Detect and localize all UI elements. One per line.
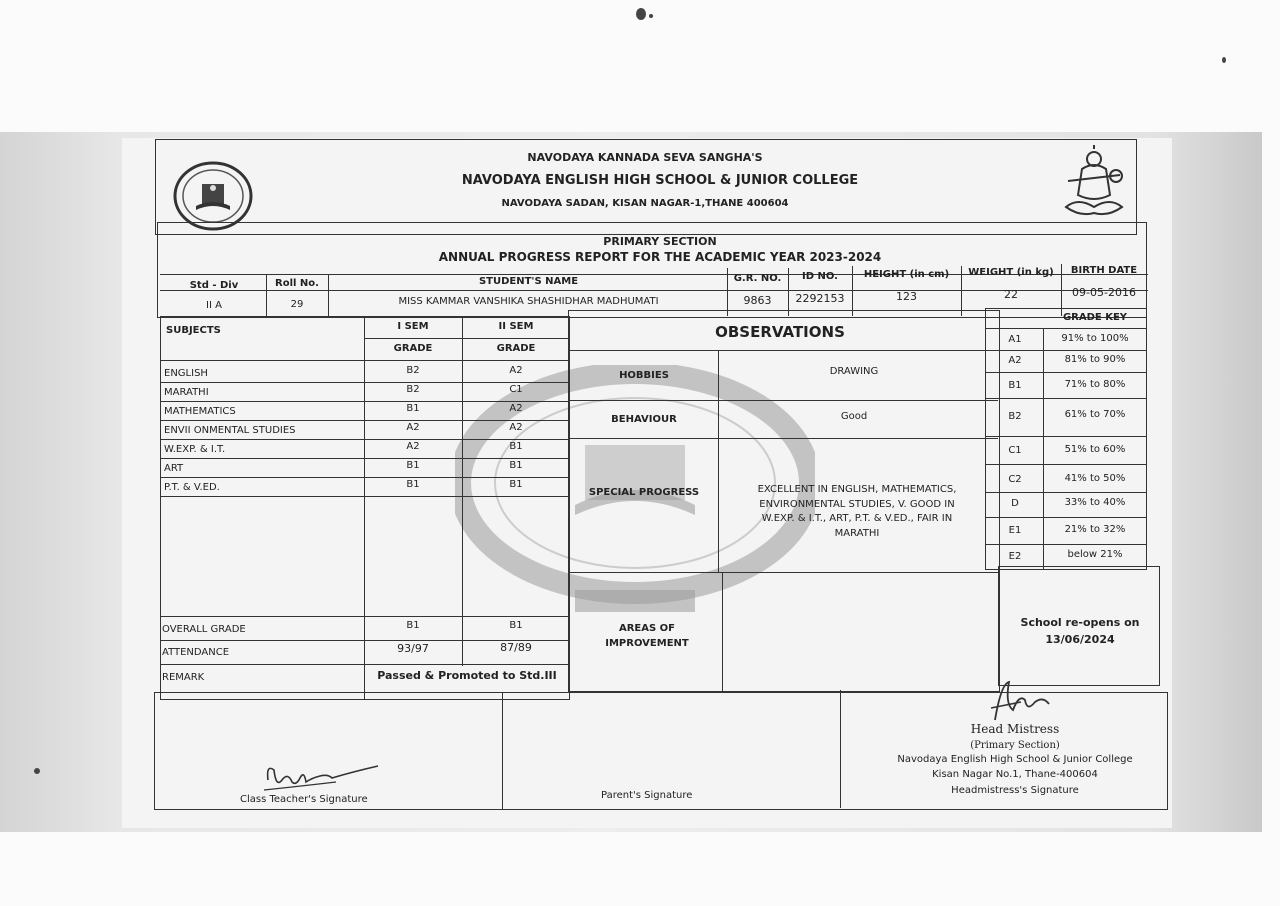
- row-line: [160, 496, 570, 497]
- row-line: [160, 420, 570, 421]
- parent-signature-label: Parent's Signature: [601, 790, 693, 801]
- subject-name: P.T. & V.ED.: [164, 482, 220, 493]
- divider: [328, 274, 329, 316]
- grade-key-grade: C2: [1008, 474, 1022, 485]
- row-line: [570, 572, 998, 573]
- hobbies-label: HOBBIES: [619, 370, 669, 381]
- overall-sem2: B1: [509, 620, 523, 631]
- stamp-line: (Primary Section): [970, 740, 1060, 751]
- attendance-sem2: 87/89: [500, 641, 532, 654]
- behaviour-value: Good: [840, 411, 868, 422]
- stamp-line: Navodaya English High School & Junior College: [897, 754, 1133, 765]
- row-line: [568, 400, 998, 401]
- grade-key-grade: B1: [1008, 380, 1022, 391]
- student-name-value: MISS KAMMAR VANSHIKA SHASHIDHAR MADHUMATI: [398, 296, 659, 307]
- stamp-line: Head Mistress: [970, 722, 1060, 736]
- special-progress-label: SPECIAL PROGRESS: [588, 487, 700, 498]
- sem1-grade: B2: [406, 384, 420, 395]
- row-line: [160, 616, 570, 617]
- row-line: [985, 464, 1147, 465]
- grade-key-range: 51% to 60%: [1064, 444, 1126, 455]
- grade-key-grade: B2: [1008, 411, 1022, 422]
- grade-key-grade: A2: [1008, 355, 1022, 366]
- row-line: [160, 401, 570, 402]
- grade-key-grade: D: [1011, 498, 1019, 509]
- sem1-grade: A2: [406, 422, 420, 433]
- reopen-date: 13/06/2024: [1045, 633, 1115, 646]
- row-line: [985, 436, 1147, 437]
- roll-value: 29: [290, 299, 304, 310]
- row-line: [160, 382, 570, 383]
- headmistress-signature-label: Headmistress's Signature: [951, 785, 1079, 796]
- hobbies-value: DRAWING: [829, 366, 879, 377]
- sem2-grade-header: GRADE: [496, 343, 536, 354]
- divider: [722, 572, 723, 692]
- grade-key-range: 91% to 100%: [1061, 333, 1129, 344]
- gr-header: G.R. NO.: [733, 273, 782, 284]
- remark-label: REMARK: [162, 672, 205, 683]
- improvement-label: AREAS OF: [618, 623, 676, 634]
- sem1-header: I SEM: [397, 321, 429, 332]
- grade-key-grade: C1: [1008, 445, 1022, 456]
- class-teacher-signature-label: Class Teacher's Signature: [240, 794, 368, 805]
- grade-key-range: below 21%: [1067, 549, 1123, 560]
- school-name: NAVODAYA ENGLISH HIGH SCHOOL & JUNIOR COLLEGE: [461, 173, 859, 188]
- sem1-grade-header: GRADE: [393, 343, 433, 354]
- section-title: PRIMARY SECTION: [603, 235, 717, 248]
- behaviour-label: BEHAVIOUR: [611, 414, 677, 425]
- sem2-grade: C1: [509, 384, 523, 395]
- weight-header: WEIGHT (in kg): [968, 267, 1054, 278]
- row-line: [568, 350, 998, 351]
- special-progress-line: EXCELLENT IN ENGLISH, MATHEMATICS,: [757, 484, 957, 495]
- grade-key-title: GRADE KEY: [1062, 312, 1128, 323]
- grade-key-grade: E2: [1008, 551, 1022, 562]
- subject-name: ART: [164, 463, 184, 474]
- sem2-header: II SEM: [498, 321, 534, 332]
- reopen-line: School re-opens on: [1020, 616, 1140, 629]
- grade-key-range: 21% to 32%: [1064, 524, 1126, 535]
- subject-name: MARATHI: [164, 387, 209, 398]
- scan-speck: [649, 14, 653, 18]
- grade-key-grade: E1: [1008, 525, 1022, 536]
- sem2-grade: B1: [509, 460, 523, 471]
- overall-grade-label: OVERALL GRADE: [162, 624, 246, 635]
- row-line: [364, 338, 570, 339]
- saraswati-emblem-icon: [1058, 145, 1130, 220]
- report-title: ANNUAL PROGRESS REPORT FOR THE ACADEMIC YEAR 2023-2024: [438, 250, 882, 264]
- class-teacher-signature: [262, 760, 382, 796]
- sem1-grade: B1: [406, 479, 420, 490]
- row-line: [985, 398, 1147, 399]
- grade-key-range: 71% to 80%: [1064, 379, 1126, 390]
- row-line: [568, 438, 998, 439]
- improvement-label: IMPROVEMENT: [605, 638, 689, 649]
- row-line: [160, 477, 570, 478]
- scan-speck: [636, 8, 646, 20]
- id-value: 2292153: [795, 292, 845, 305]
- sem2-grade: A2: [509, 403, 523, 414]
- subjects-header: SUBJECTS: [166, 325, 221, 336]
- subject-name: ENGLISH: [164, 368, 208, 379]
- special-progress-line: ENVIRONMENTAL STUDIES, V. GOOD IN: [759, 499, 955, 510]
- height-header: HEIGHT (in cm): [863, 269, 950, 280]
- grade-key-range: 33% to 40%: [1064, 497, 1126, 508]
- divider: [502, 692, 503, 810]
- subject-name: MATHEMATICS: [164, 406, 236, 417]
- grade-key-range: 61% to 70%: [1064, 409, 1126, 420]
- row-line: [160, 458, 570, 459]
- society-name: NAVODAYA KANNADA SEVA SANGHA'S: [527, 151, 763, 164]
- stamp-line: Kisan Nagar No.1, Thane-400604: [932, 769, 1098, 780]
- row-line: [985, 328, 1147, 329]
- sem1-grade: B2: [406, 365, 420, 376]
- divider: [840, 690, 841, 808]
- scan-speck: [34, 768, 40, 774]
- grade-key-grade: A1: [1008, 334, 1022, 345]
- remark-value: Passed & Promoted to Std.III: [377, 669, 557, 682]
- gr-value: 9863: [743, 294, 772, 307]
- school-address: NAVODAYA SADAN, KISAN NAGAR-1,THANE 400604: [501, 198, 789, 209]
- row-line: [985, 372, 1147, 373]
- birth-value: 09-05-2016: [1072, 286, 1136, 299]
- grade-key-range: 81% to 90%: [1064, 354, 1126, 365]
- name-header: STUDENT'S NAME: [478, 276, 579, 287]
- divider: [718, 350, 719, 572]
- row-line: [160, 439, 570, 440]
- weight-value: 22: [1004, 288, 1018, 301]
- std-div-value: II A: [206, 300, 222, 311]
- sem1-grade: A2: [406, 441, 420, 452]
- row-line: [985, 544, 1147, 545]
- height-value: 123: [896, 290, 917, 303]
- sem2-grade: A2: [509, 422, 523, 433]
- id-header: ID NO.: [802, 271, 838, 282]
- observations-title: OBSERVATIONS: [715, 323, 845, 341]
- sem2-grade: A2: [509, 365, 523, 376]
- sem2-grade: B1: [509, 441, 523, 452]
- row-line: [985, 350, 1147, 351]
- std-div-header: Std - Div: [189, 280, 239, 291]
- row-line: [160, 360, 570, 361]
- special-progress-line: MARATHI: [834, 528, 880, 539]
- attendance-label: ATTENDANCE: [162, 647, 230, 658]
- overall-sem1: B1: [406, 620, 420, 631]
- scan-speck: [1222, 57, 1226, 63]
- row-line: [985, 517, 1147, 518]
- sem1-grade: B1: [406, 460, 420, 471]
- sem1-grade: B1: [406, 403, 420, 414]
- attendance-sem1: 93/97: [397, 642, 429, 655]
- sem2-grade: B1: [509, 479, 523, 490]
- special-progress-line: W.EXP. & I.T., ART, P.T. & V.ED., FAIR IN: [761, 513, 953, 524]
- birth-header: BIRTH DATE: [1070, 265, 1138, 276]
- row-line: [160, 664, 570, 665]
- subject-name: ENVII ONMENTAL STUDIES: [164, 425, 296, 436]
- grade-key-range: 41% to 50%: [1064, 473, 1126, 484]
- subject-name: W.EXP. & I.T.: [164, 444, 226, 455]
- roll-header: Roll No.: [275, 278, 319, 289]
- row-line: [985, 492, 1147, 493]
